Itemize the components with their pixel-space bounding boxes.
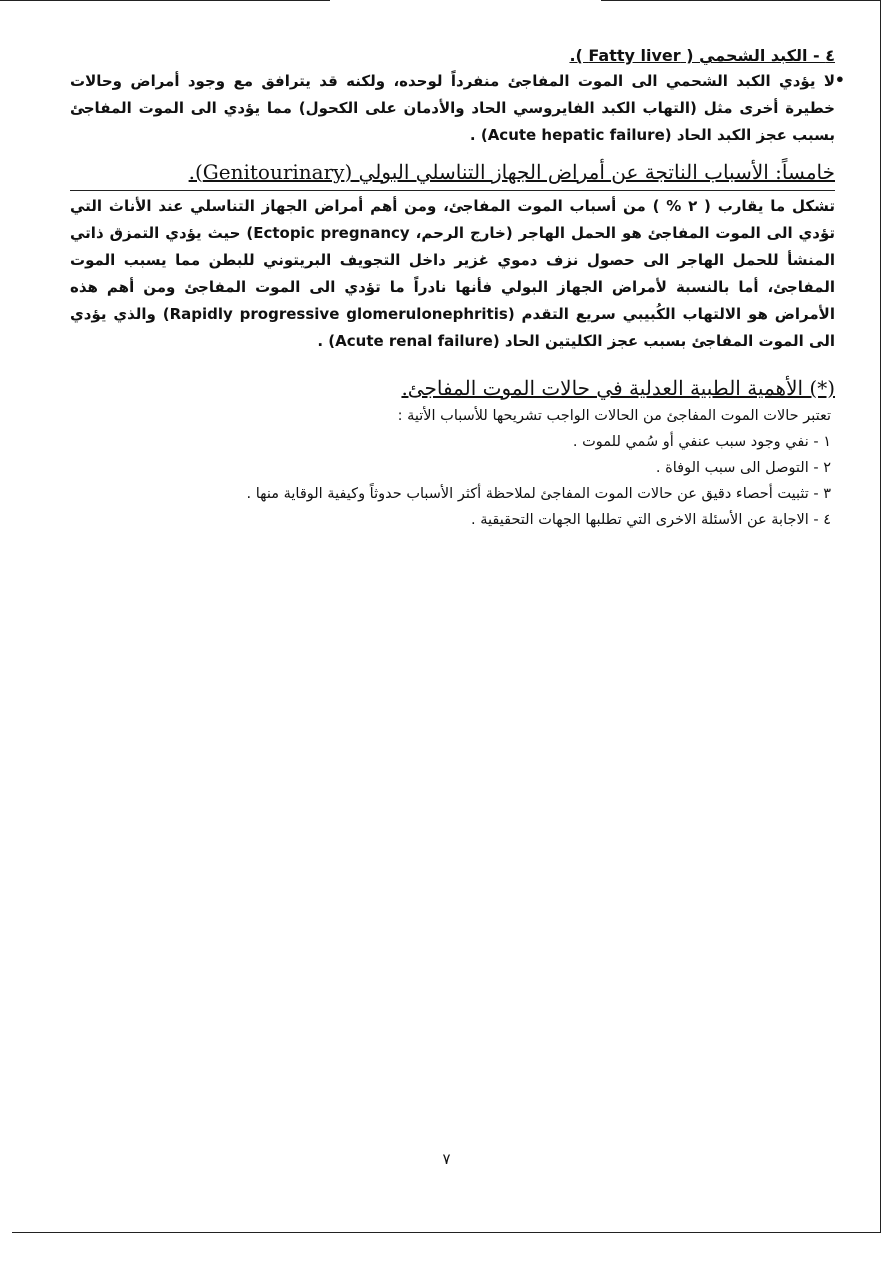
list-item: ٣ - تثبيت أحصاء دقيق عن حالات الموت المفاجئ لملاحظة أكثر الأسباب حدوثاً وكيفية الوقاية منها . (246, 486, 831, 502)
document-page (70, 44, 835, 533)
list-item: ٤ - الاجابة عن الأسئلة الاخرى التي تطلبها الجهات التحقيقية . (471, 512, 831, 528)
page-frame-bottom (12, 1232, 881, 1233)
heading-underline-rule (70, 190, 835, 191)
list-item: ٢ - التوصل الى سبب الوفاة . (655, 460, 831, 476)
section-forensic-importance (70, 373, 835, 533)
page-number: ٧ (442, 1150, 451, 1168)
top-edge-rule-right (601, 0, 881, 1)
forensic-importance-intro: تعتبر حالات الموت المفاجئ من الحالات الواجب تشريحها للأسباب الأتية : (397, 408, 831, 424)
spacer (70, 149, 835, 157)
forensic-importance-heading: (*) الأهمية الطبية العدلية في حالات الموت المفاجئ. (401, 376, 835, 400)
section-fatty-liver (70, 44, 835, 149)
section-genitourinary (70, 157, 835, 355)
spacer (70, 355, 835, 373)
fatty-liver-paragraph: لا يؤدي الكبد الشحمي الى الموت المفاجئ منفرداً لوحده، ولكنه قد يترافق مع وجود أمراض وحالات خطيرة أخرى مثل (التهاب الكبد الفايروسي الحاد والأدمان على الكحول) مما يؤدي الى الموت المفاجئ بسبب عجز الكبد الحاد (Acute hepatic failure) . (70, 72, 835, 144)
page-frame-right (880, 0, 881, 1232)
genitourinary-paragraph: تشكل ما يقارب ( ٢ % ) من أسباب الموت المفاجئ، ومن أهم أمراض الجهاز التناسلي عند الأناث التي تؤدي الى الموت المفاجئ هو الحمل الهاجر (خارج الرحم، Ectopic pregnancy) حيث يؤدي التمزق ذاتي المنشأ للحمل الهاجر الى حصول نزف دموي غزير داخل التجويف البريتوني للبطن مما يسبب الموت المفاجئ، أما بالنسبة لأمراض الجهاز البولي فأنها نادراً ما تؤدي الى الموت المفاجئ ومن أهم هذه الأمراض هو الالتهاب الكُبيبي سريع التقدم (Rapidly progressive glomerulonephritis) والذي يؤدي الى الموت المفاجئ بسبب عجز الكليتين الحاد (Acute renal failure) . (70, 197, 835, 350)
forensic-importance-list (70, 429, 835, 533)
list-item: ١ - نفي وجود سبب عنفي أو سُمي للموت . (572, 434, 831, 450)
fatty-liver-heading: ٤ - الكبد الشحمي ( Fatty liver ). (569, 46, 835, 65)
margin-bullet: • (834, 70, 845, 89)
genitourinary-heading: خامساً: الأسباب الناتجة عن أمراض الجهاز التناسلي البولي (Genitourinary). (188, 160, 835, 184)
top-edge-rule-left (0, 0, 330, 1)
